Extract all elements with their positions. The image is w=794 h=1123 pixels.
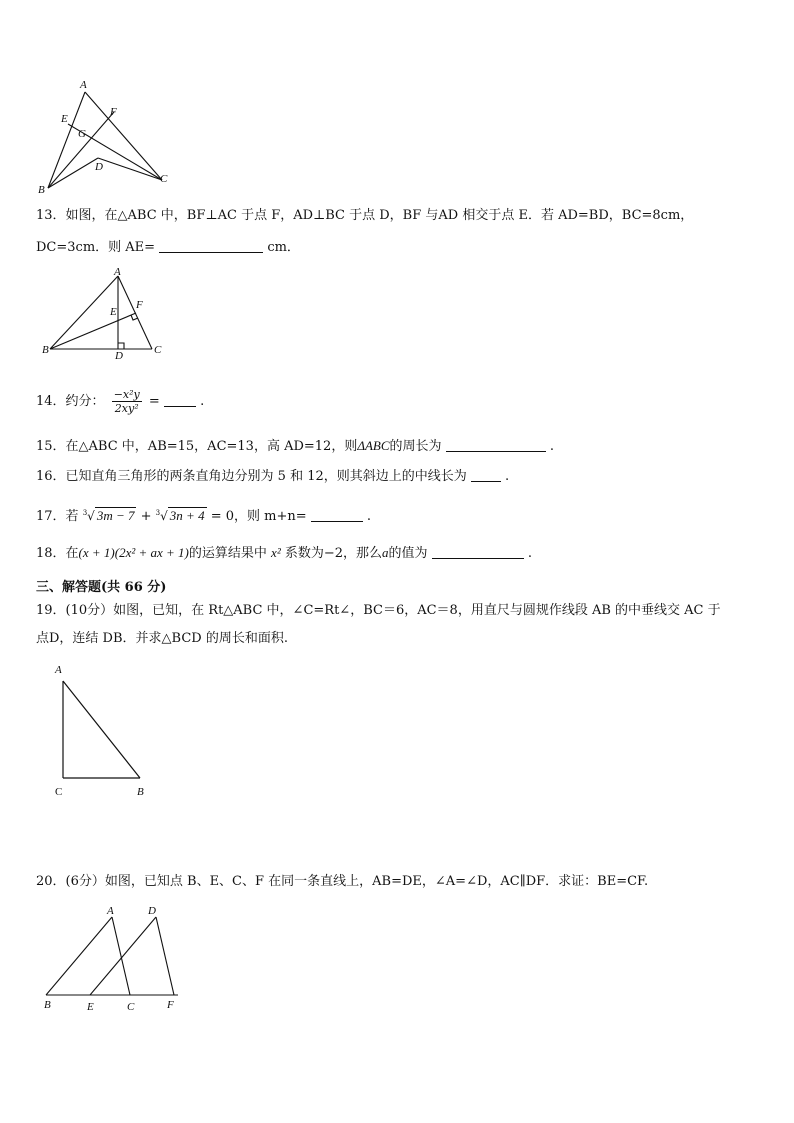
label-b: B (38, 184, 45, 196)
label-c: C (160, 173, 168, 185)
q14-fraction (112, 388, 142, 415)
q18-term: x² (271, 545, 281, 560)
label-f: F (136, 299, 143, 311)
cube-root-icon: $^3$√ (82, 509, 95, 523)
q15-prefix: 15．在△ABC 中，AB=15，AC=13，高 AD=12，则 (36, 439, 358, 454)
q19-line2: 点D，连结 DB．并求△BCD 的周长和面积. (36, 631, 288, 646)
q18-mid2: 系数为−2，那么 (284, 546, 383, 561)
q14-denominator: 2xy² (114, 402, 139, 415)
figure-two-triangles (40, 900, 190, 1015)
q18-expression: (x + 1)(2x² + ax + 1) (78, 545, 189, 560)
answer-blank-17[interactable] (311, 507, 363, 522)
question-16 (36, 467, 764, 487)
label-a: A (55, 664, 62, 676)
q19-line1: 19．(10分）如图，已知，在 Rt△ABC 中，∠C=Rt∠，BC＝6，AC＝8，用直尺与圆规作线段 AB 的中垂线交 AC 于 (36, 603, 721, 618)
answer-blank-15[interactable] (446, 437, 546, 452)
q16-text: 16．已知直角三角形的两条直角边分别为 5 和 12，则其斜边上的中线长为 (36, 469, 467, 484)
q14-numerator: −x²y (113, 388, 140, 401)
q16-end: . (505, 469, 510, 484)
q13-text-1: 13．如图，在△ABC 中，BF⊥AC 于点 F，AD⊥BC 于点 D，BF 与AD 相交于点 E．若 AD=BD，BC=8cm， (36, 208, 694, 223)
q18-var: a (382, 545, 389, 560)
label-b: B (137, 786, 144, 798)
question-13-line1 (36, 206, 764, 226)
question-14 (36, 388, 764, 415)
q15-end: . (549, 439, 554, 454)
q18-mid3: 的值为 (388, 546, 428, 561)
question-18 (36, 543, 764, 564)
label-d: D (148, 905, 156, 917)
question-15 (36, 436, 764, 457)
question-13-line2 (36, 238, 764, 258)
label-f: F (110, 106, 117, 118)
figure-triangle-abc-efgd (30, 78, 190, 196)
q15-triangle: ΔABC (357, 438, 390, 453)
q18-prefix: 18．在 (36, 546, 79, 561)
question-17 (36, 503, 764, 527)
label-c: C (154, 344, 162, 356)
q17-eq: = 0，则 m+n= (210, 509, 307, 524)
q18-mid1: 的运算结果中 (188, 546, 267, 561)
answer-blank-16[interactable] (471, 467, 501, 482)
label-e: E (110, 306, 117, 318)
label-e: E (61, 113, 68, 125)
answer-blank-18[interactable] (432, 544, 524, 559)
q17-end: . (366, 509, 372, 524)
q18-end: . (527, 546, 532, 561)
q15-mid: 的周长为 (389, 439, 442, 454)
question-19 (36, 597, 758, 653)
q14-prefix: 14．约分： (36, 394, 105, 409)
label-a: A (107, 905, 114, 917)
q14-end: . (200, 394, 205, 409)
q14-equals: = (148, 394, 160, 409)
label-d: D (115, 350, 123, 362)
label-d: D (95, 161, 103, 173)
q13-prefix: DC=3cm．则 AE= (36, 240, 156, 255)
cube-root-icon: $^3$√ (155, 509, 168, 523)
answer-blank-14[interactable] (164, 392, 196, 407)
figure-right-triangle (50, 660, 160, 800)
q20-text: 20．(6分）如图，已知点 B、E、C、F 在同一条直线上，AB=DE，∠A=∠D，AC∥DF．求证：BE=CF. (36, 874, 649, 889)
label-f: F (167, 999, 174, 1011)
figure-triangle-altitudes (40, 268, 170, 360)
answer-blank-13[interactable] (159, 238, 263, 253)
label-e: E (87, 1001, 94, 1013)
section-title: 三、解答题(共 66 分) (36, 580, 167, 595)
q17-radicand-2: 3n + 4 (169, 508, 205, 523)
question-20 (36, 872, 764, 892)
q17-radicand-1: 3m − 7 (96, 508, 135, 523)
q17-plus: + (140, 509, 152, 524)
label-c: C (127, 1001, 135, 1013)
label-a: A (114, 266, 121, 278)
label-a: A (80, 79, 87, 91)
label-b: B (44, 999, 51, 1011)
q13-suffix: cm． (267, 240, 300, 255)
label-g: G (78, 128, 86, 140)
label-b: B (42, 344, 49, 356)
label-c: C (55, 786, 63, 798)
q17-prefix: 17．若 (36, 509, 79, 524)
